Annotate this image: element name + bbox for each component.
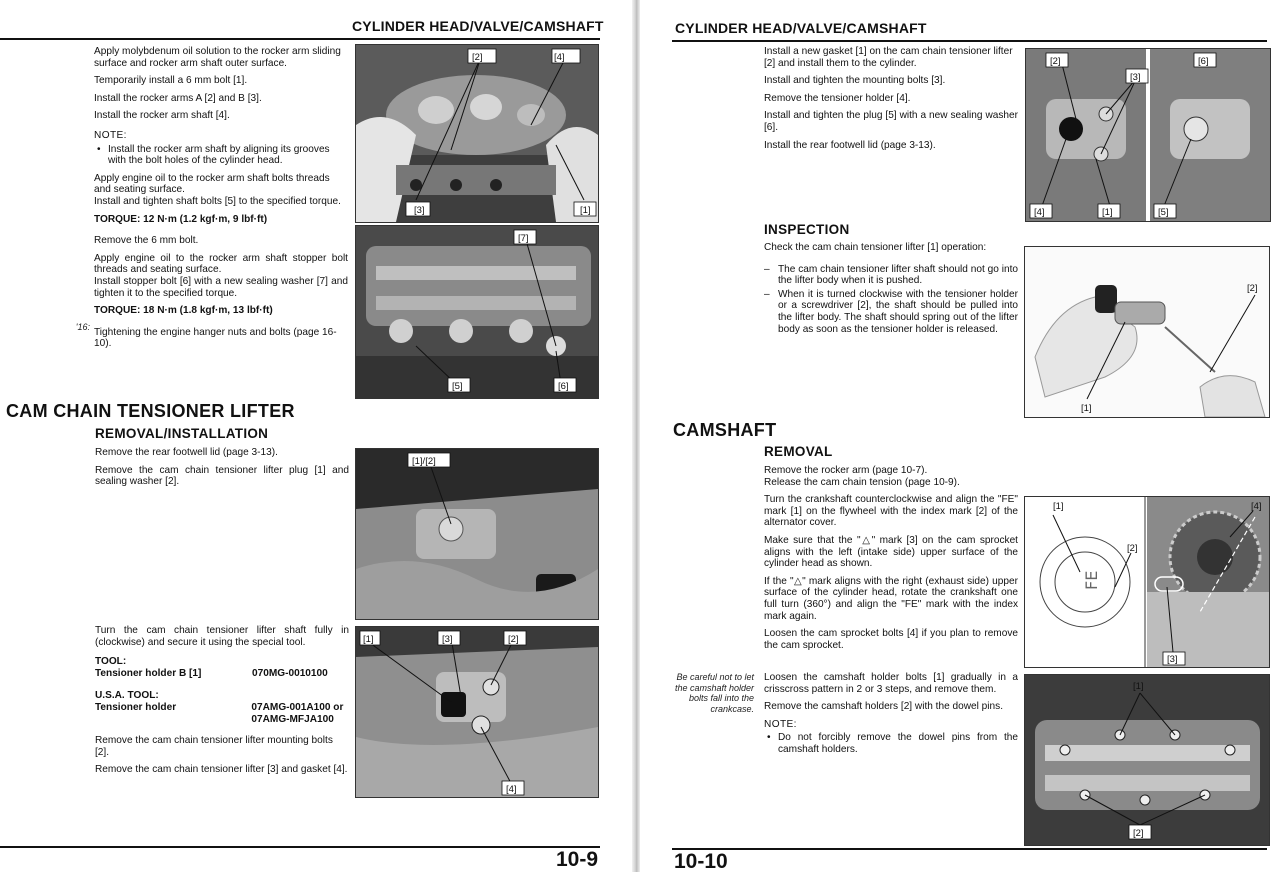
rocker-p2: Temporarily install a 6 mm bolt [1].	[94, 75, 248, 87]
rocker-p5a: Apply engine oil to the rocker arm shaft bolts threads and seating surface.	[94, 172, 330, 196]
usa-tool-label: U.S.A. TOOL:	[95, 690, 159, 702]
rocker-note-label: NOTE:	[94, 129, 127, 141]
callout-holder-1: [1]	[363, 634, 374, 645]
callout-holder-3: [3]	[442, 634, 453, 645]
rocker-note-bullet: • Install the rocker arm shaft by aligning its grooves with the bolt holes of the cylinder head.	[94, 144, 348, 167]
rocker-p5b: Install and tighten shaft bolts [5] to the specified torque.	[94, 195, 341, 207]
tensioner-plug-photo	[355, 448, 599, 620]
right-footer-rule	[672, 848, 1267, 850]
left-header: CYLINDER HEAD/VALVE/CAMSHAFT	[352, 18, 604, 34]
timing-mark-photo	[1024, 496, 1270, 668]
callout-plug-1-2: [1]/[2]	[412, 456, 436, 467]
callout-holder-2: [2]	[508, 634, 519, 645]
callout-timing-4: [4]	[1251, 501, 1262, 512]
rocker-torque1: TORQUE: 12 N·m (1.2 kgf·m, 9 lbf·ft)	[94, 213, 268, 225]
right-page	[640, 0, 1280, 872]
fe-mark: FE	[1082, 570, 1101, 590]
left-header-rule	[0, 38, 600, 40]
removal-p5: Remove the cam chain tensioner lifter [3] and gasket [4].	[95, 764, 348, 776]
tool-row	[95, 668, 349, 680]
left-page	[0, 0, 632, 872]
callout-timing-2: [2]	[1127, 543, 1138, 554]
rocker-p3: Install the rocker arms A [2] and B [3].	[94, 92, 262, 104]
callout-rocker-4: [4]	[554, 52, 565, 63]
left-page-number: 10-9	[556, 848, 599, 871]
camshaft-note-label: NOTE:	[764, 718, 797, 730]
subsection-title-removal: REMOVAL	[764, 444, 833, 459]
tensioner-removal-bottom	[95, 625, 349, 782]
install-p3: Remove the tensioner holder [4].	[764, 92, 911, 104]
camshaft-holder-photo	[1024, 674, 1270, 846]
install-p2: Install and tighten the mounting bolts [3].	[764, 75, 946, 87]
usa-tool-row	[95, 702, 349, 725]
stopper-bolt-photo	[355, 225, 599, 399]
callout-holders-1: [1]	[1133, 681, 1144, 692]
tool-number: 070MG-0010100	[252, 667, 328, 679]
rocker-instructions	[94, 46, 348, 356]
page-gutter	[632, 0, 640, 872]
camshaft-p5: Loosen the cam sprocket bolts [4] if you plan to remove the cam sprocket.	[764, 628, 1018, 651]
callout-stopper-5: [5]	[452, 381, 463, 392]
callout-rocker-3: [3]	[414, 205, 425, 216]
callout-inspect-2: [2]	[1247, 283, 1258, 294]
callout-timing-1: [1]	[1053, 501, 1064, 512]
removal-p1: Remove the rear footwell lid (page 3-13).	[95, 447, 278, 458]
rocker-p8: Tightening the engine hanger nuts and bolts (page 16-10).	[94, 326, 337, 350]
tensioner-holder-photo	[355, 626, 599, 798]
install-p1: Install a new gasket [1] on the cam chain tensioner lifter [2] and install them to the cylinder.	[764, 46, 1013, 69]
removal-p3: Turn the cam chain tensioner lifter shaft fully in (clockwise) and secure it using the special tool.	[95, 625, 349, 648]
rocker-p6: Remove the 6 mm bolt.	[94, 235, 199, 247]
callout-install-5: [5]	[1158, 207, 1169, 218]
callout-rocker-1: [1]	[580, 205, 591, 216]
inspection-p1: Check the cam chain tensioner lifter [1] operation:	[764, 242, 987, 253]
side-year-note: '16:	[75, 322, 90, 332]
camshaft-p3: Make sure that the "△" mark [3] on the cam sprocket aligns with the left (intake side) upper surface of the cylinder head as shown.	[764, 534, 1018, 570]
camshaft-p2: Turn the crankshaft counterclockwise and align the "FE" mark [1] on the flywheel with the index mark [2] of the alternator cover.	[764, 494, 1018, 529]
subsection-title-removal-installation: REMOVAL/INSTALLATION	[95, 426, 269, 441]
camshaft-p4: If the "△" mark aligns with the right (exhaust side) upper surface of the cylinder head, rotate the crankshaft one full turn (360°) and align the "FE" mark with the index mark again.	[764, 575, 1018, 622]
rocker-p7a: Apply engine oil to the rocker arm shaft stopper bolt threads and seating surface.	[94, 252, 348, 276]
callout-stopper-7: [7]	[518, 233, 529, 244]
callout-install-2: [2]	[1050, 56, 1061, 67]
rocker-p1: Apply molybdenum oil solution to the rocker arm sliding surface and rocker arm shaft outer surface.	[94, 46, 341, 69]
rocker-torque2: TORQUE: 18 N·m (1.8 kgf·m, 13 lbf·ft)	[94, 305, 273, 317]
inspection-text	[764, 242, 1018, 337]
side-caution-note: Be careful not to let the camshaft holder bolts fall into the crankcase.	[674, 672, 754, 714]
left-footer-rule	[0, 846, 600, 848]
inspection-photo	[1024, 246, 1270, 418]
callout-install-6: [6]	[1198, 56, 1209, 67]
inspection-d1: – The cam chain tensioner lifter shaft should not go into the lifter body when it is pushed.	[764, 264, 1018, 287]
camshaft-removal-text	[764, 465, 1018, 657]
usa-tool-number: 07AMG-001A100 or 07AMG-MFJA100	[251, 701, 344, 725]
tool-name: Tensioner holder B [1]	[95, 667, 202, 679]
section-title-tensioner: CAM CHAIN TENSIONER LIFTER	[6, 401, 295, 421]
usa-tool-name: Tensioner holder	[95, 701, 177, 713]
tensioner-install-photo	[1025, 48, 1271, 222]
rocker-p7b: Install stopper bolt [6] with a new sealing washer [7] and tighten it to the specified torque.	[94, 275, 348, 299]
removal-p2: Remove the cam chain tensioner lifter plug [1] and sealing washer [2].	[95, 464, 349, 488]
camshaft-p1b: Release the cam chain tension (page 10-9).	[764, 476, 960, 488]
right-header-rule	[672, 40, 1267, 42]
camshaft-p7: Remove the camshaft holders [2] with the dowel pins.	[764, 701, 1004, 713]
inspection-d2: – When it is turned clockwise with the tensioner holder or a screwdriver [2], the shaft should be pulled into the lifter body. The shaft should spring out of the lifter body as soon as the tensioner holder is released.	[764, 289, 1018, 335]
rocker-arm-photo	[355, 44, 599, 223]
camshaft-p1a: Remove the rocker arm (page 10-7).	[764, 465, 928, 476]
callout-holder-4: [4]	[506, 784, 517, 795]
callout-timing-3: [3]	[1167, 654, 1178, 665]
callout-rocker-2: [2]	[472, 52, 483, 63]
right-header: CYLINDER HEAD/VALVE/CAMSHAFT	[675, 20, 927, 36]
section-title-camshaft: CAMSHAFT	[673, 420, 777, 440]
callout-install-1: [1]	[1102, 207, 1113, 218]
install-p5: Install the rear footwell lid (page 3-13).	[764, 139, 936, 151]
inspection-title: INSPECTION	[764, 222, 850, 237]
callout-install-3: [3]	[1130, 72, 1141, 83]
callout-install-4: [4]	[1034, 207, 1045, 218]
callout-inspect-1: [1]	[1081, 403, 1092, 414]
callout-stopper-6: [6]	[558, 381, 569, 392]
camshaft-p6: Loosen the camshaft holder bolts [1] gradually in a crisscross pattern in 2 or 3 steps, and remove them.	[764, 672, 1018, 695]
rocker-p4: Install the rocker arm shaft [4].	[94, 110, 230, 122]
camshaft-holder-text	[764, 672, 1018, 762]
right-page-number: 10-10	[674, 850, 728, 872]
removal-p4: Remove the cam chain tensioner lifter mounting bolts [2].	[95, 735, 333, 758]
tool-label: TOOL:	[95, 656, 127, 668]
install-instructions	[764, 46, 1018, 157]
camshaft-note-bullet: • Do not forcibly remove the dowel pins from the camshaft holders.	[764, 732, 1018, 755]
install-p4: Install and tighten the plug [5] with a new sealing washer [6].	[764, 110, 1018, 133]
callout-holders-2: [2]	[1133, 828, 1144, 839]
tensioner-removal-top	[95, 447, 349, 494]
